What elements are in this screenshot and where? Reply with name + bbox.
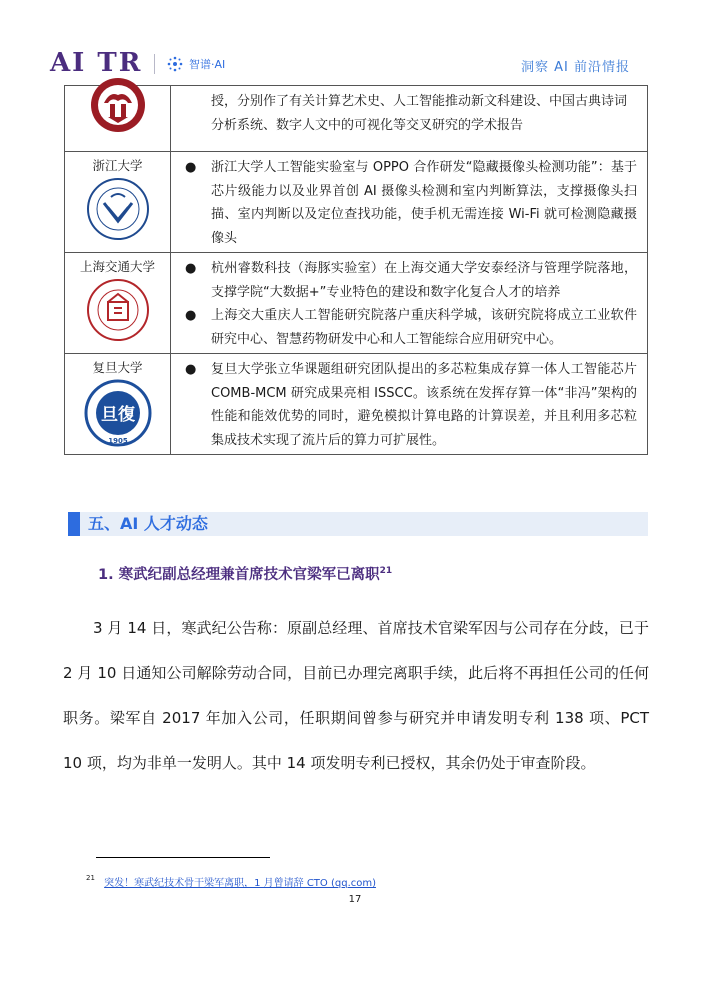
page-number: 17 [348, 894, 362, 905]
subheading-text: 1. 寒武纪副总经理兼首席技术官梁军已离职 [98, 567, 380, 583]
bullet-icon: ● [185, 308, 197, 323]
table-row [65, 354, 648, 455]
partner-logo [166, 54, 225, 74]
header-tagline: 洞察 AI 前沿情报 [521, 60, 630, 75]
fudan-logo-year: 1905 [107, 437, 128, 445]
partner-name: 智谱·AI [189, 58, 226, 71]
section-title: 五、AI 人才动态 [88, 514, 208, 533]
zhipu-dots-icon [166, 55, 184, 73]
news-item-text: 复旦大学张立华课题组研究团队提出的多芯粒集成存算一体人工智能芯片 COMB-MCM 研究成果亮相 ISSCC。该系统在发挥存算一体“非冯”架构的性能和能效优势的同时，避免模拟计算电路的计算误差，并且利用多芯粒集成技术实现了流片后的算力可扩展性。 [211, 362, 637, 448]
news-cell [171, 86, 648, 152]
university-name: 复旦大学 [92, 360, 143, 375]
footnote [86, 874, 376, 889]
fudan-logo-center-text: 旦復 [100, 405, 135, 425]
university-name: 上海交通大学 [79, 259, 155, 274]
peking-university-logo [88, 77, 148, 133]
bullet-icon: ● [185, 261, 197, 276]
subheading [98, 563, 392, 584]
footnote-number: 21 [86, 874, 95, 882]
news-item [181, 257, 637, 304]
fudan-university-logo [84, 379, 152, 447]
table-row [65, 152, 648, 253]
bullet-icon: ● [185, 362, 197, 377]
footnote-link[interactable]: 突发！寒武纪技术骨干梁军离职，1 月曾请辞 CTO (qq.com) [104, 878, 377, 889]
footnote-reference[interactable]: 21 [379, 566, 393, 577]
news-item-text: 杭州睿数科技（海豚实验室）在上海交通大学安泰经济与管理学院落地，支撑学院“大数据+”专业特色的建设和数字化复合人才的培养 [211, 261, 637, 300]
body-text [63, 606, 649, 786]
section-heading [68, 512, 648, 536]
university-cell [65, 86, 171, 152]
news-cell [171, 152, 648, 253]
university-news-table [64, 85, 648, 455]
university-cell [65, 253, 171, 354]
news-item [181, 156, 637, 250]
table-row [65, 86, 648, 152]
news-item-text: 上海交大重庆人工智能研究院落户重庆科学城，该研究院将成立工业软件研究中心、智慧药物研发中心和人工智能综合应用研究中心。 [211, 308, 637, 347]
news-item-text: 浙江大学人工智能实验室与 OPPO 合作研发“隐藏摄像头检测功能”：基于芯片级能力以及业界首创 AI 摄像头检测和室内判断算法，支撑摄像头扫描、室内判断以及定位查找功能，使手机无需连接 Wi-Fi 就可检测隐藏摄像头 [211, 160, 637, 246]
news-cell [171, 354, 648, 455]
bullet-icon: ● [185, 160, 197, 175]
footnote-divider [96, 857, 270, 858]
news-cell [171, 253, 648, 354]
table-row [65, 253, 648, 354]
university-cell [65, 354, 171, 455]
zhejiang-university-logo [86, 177, 150, 241]
news-item-text: 授，分别作了有关计算艺术史、人工智能推动新文科建设、中国古典诗词分析系统、数字人文中的可视化等交叉研究的学术报告 [211, 94, 628, 133]
news-item [181, 304, 637, 351]
university-name: 浙江大学 [92, 158, 143, 173]
header-divider [154, 54, 155, 74]
section-accent-bar [68, 512, 80, 536]
sjtu-logo [86, 278, 150, 342]
news-item [181, 358, 637, 452]
body-paragraph: 3 月 14 日，寒武纪公告称：原副总经理、首席技术官梁军因与公司存在分歧，已于 2 月 10 日通知公司解除劳动合同，目前已办理完离职手续，此后将不再担任公司的任何职务。梁军自 2017 年加入公司，任职期间曾参与研究并申请发明专利 138 项、PCT 10 项，均为非单一发明人。其中 14 项发明专利已授权，其余仍处于审查阶段。 [63, 619, 649, 772]
brand-logo-text: AI TR [50, 48, 143, 78]
university-cell [65, 152, 171, 253]
